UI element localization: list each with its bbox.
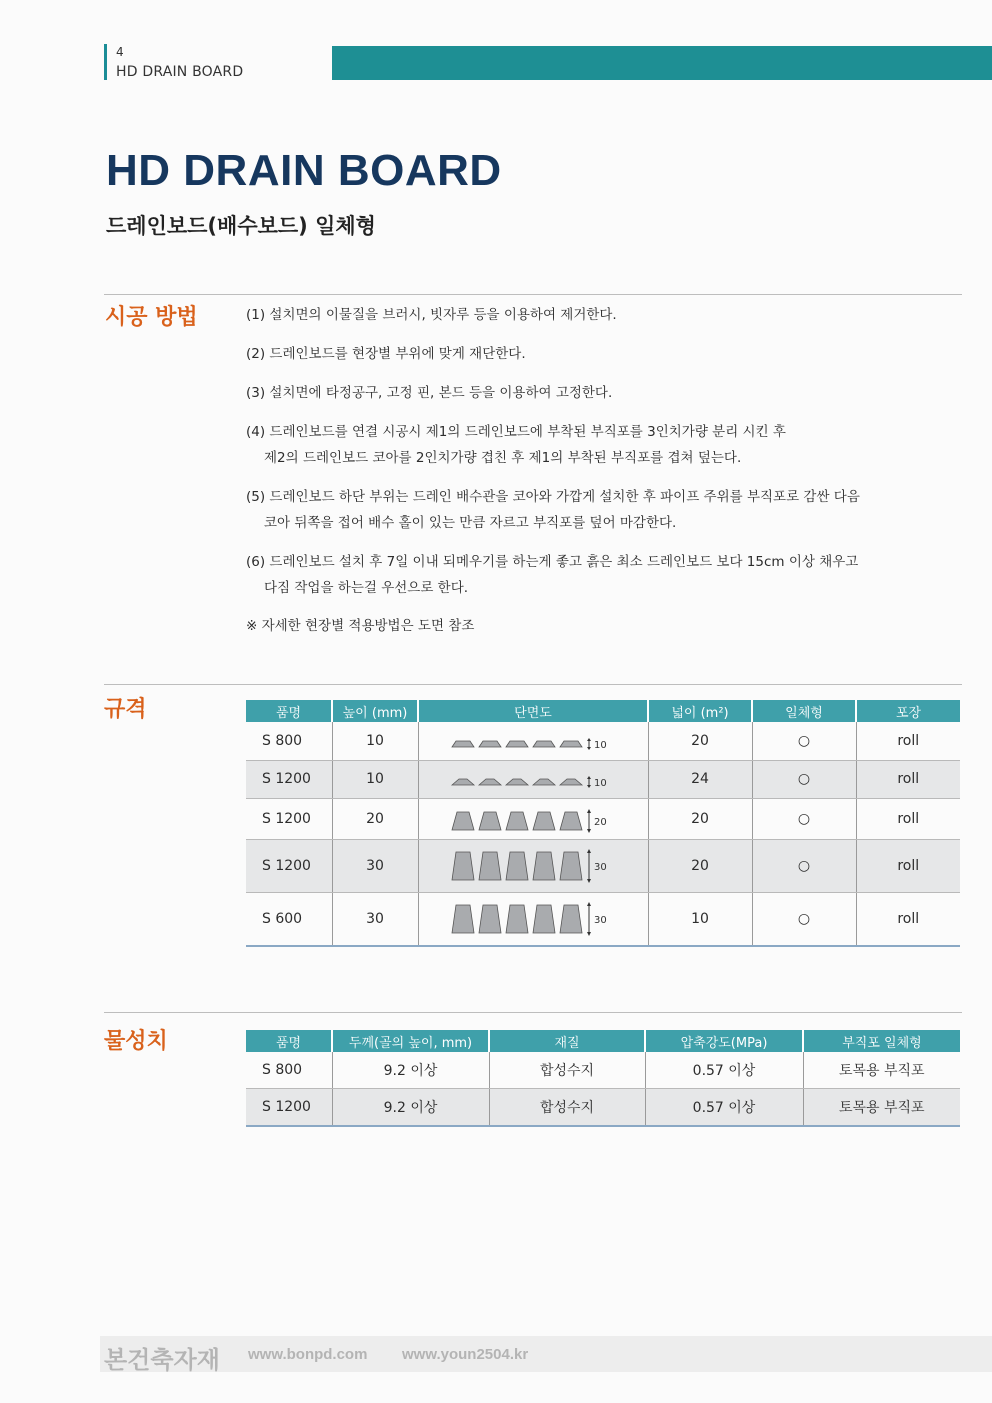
spec-integrated: ○ <box>752 798 856 839</box>
properties-table <box>246 1030 960 1127</box>
method-step-5 <box>246 484 906 536</box>
section-divider <box>104 684 962 685</box>
spec-height: 30 <box>332 839 418 892</box>
spec-pack: roll <box>856 892 960 946</box>
spec-heading: 규격 <box>104 697 147 722</box>
footer-website-link[interactable]: www.bonpd.com <box>248 1346 368 1363</box>
spec-col-header: 품명 <box>246 700 332 722</box>
table-row <box>246 892 960 946</box>
profile-diagram <box>448 899 618 939</box>
spec-integrated: ○ <box>752 760 856 798</box>
step-line: (4) 드레인보드를 연결 시공시 제1의 드레인보드에 부착된 부직포를 3인치가량 분리 시킨 후 <box>246 424 786 440</box>
profile-label: 20 <box>594 816 607 828</box>
footer-band <box>100 1336 992 1372</box>
header-accent-rule <box>104 44 107 80</box>
method-step-4 <box>246 419 906 471</box>
profile-label: 10 <box>594 778 607 789</box>
props-strength: 0.57 이상 <box>645 1052 803 1088</box>
spec-profile <box>418 839 648 892</box>
footer-brand: 본건축자재 <box>104 1346 220 1374</box>
step-line: (6) 드레인보드 설치 후 7일 이내 되메우기를 하는게 좋고 흙은 최소 드레인보드 보다 15cm 이상 채우고 <box>246 554 859 570</box>
props-thickness: 9.2 이상 <box>332 1052 489 1088</box>
props-material: 합성수지 <box>489 1052 645 1088</box>
spec-name: S 1200 <box>246 839 332 892</box>
props-material: 합성수지 <box>489 1088 645 1126</box>
spec-integrated: ○ <box>752 892 856 946</box>
profile-diagram <box>448 846 618 886</box>
profile-label: 30 <box>594 861 607 873</box>
method-steps <box>246 302 906 634</box>
props-header-row <box>246 1030 960 1052</box>
header-color-bar <box>332 46 992 80</box>
table-row <box>246 722 960 760</box>
step-line: (2) 드레인보드를 현장별 부위에 맞게 재단한다. <box>246 346 526 362</box>
spec-col-header: 포장 <box>856 700 960 722</box>
props-col-header: 재질 <box>489 1030 645 1052</box>
header-title: HD DRAIN BOARD <box>116 64 244 80</box>
section-divider <box>104 1012 962 1013</box>
page-subtitle: 드레인보드(배수보드) 일체형 <box>106 214 376 238</box>
props-fabric: 토목용 부직포 <box>803 1052 960 1088</box>
spec-pack: roll <box>856 722 960 760</box>
spec-area: 10 <box>648 892 752 946</box>
spec-name: S 800 <box>246 722 332 760</box>
spec-height: 10 <box>332 722 418 760</box>
spec-col-header: 일체형 <box>752 700 856 722</box>
page-title: HD DRAIN BOARD <box>106 146 502 195</box>
spec-table <box>246 700 960 947</box>
method-step-6 <box>246 549 906 601</box>
profile-diagram <box>448 802 618 836</box>
method-note: ※ 자세한 현장별 적용방법은 도면 참조 <box>246 618 475 634</box>
spec-area: 20 <box>648 798 752 839</box>
spec-profile <box>418 798 648 839</box>
step-line: (3) 설치면에 타정공구, 고정 핀, 본드 등을 이용하여 고정한다. <box>246 385 613 401</box>
method-heading: 시공 방법 <box>105 305 198 330</box>
footer-website-link[interactable]: www.youn2504.kr <box>402 1346 529 1363</box>
profile-label: 10 <box>594 739 607 751</box>
table-row <box>246 1088 960 1126</box>
spec-col-header: 넓이 (m²) <box>648 700 752 722</box>
spec-pack: roll <box>856 798 960 839</box>
spec-pack: roll <box>856 760 960 798</box>
spec-area: 24 <box>648 760 752 798</box>
spec-name: S 1200 <box>246 760 332 798</box>
spec-name: S 600 <box>246 892 332 946</box>
spec-profile <box>418 760 648 798</box>
props-col-header: 두께(골의 높이, mm) <box>332 1030 489 1052</box>
props-col-header: 압축강도(MPa) <box>645 1030 803 1052</box>
spec-area: 20 <box>648 722 752 760</box>
props-name: S 800 <box>246 1052 332 1088</box>
props-name: S 1200 <box>246 1088 332 1126</box>
props-col-header: 품명 <box>246 1030 332 1052</box>
profile-label: 30 <box>594 914 607 926</box>
step-line: (5) 드레인보드 하단 부위는 드레인 배수관을 코아와 가깝게 설치한 후 파이프 주위를 부직포로 감싼 다음 <box>246 489 860 505</box>
page-number: 4 <box>116 45 124 59</box>
spec-col-header: 높이 (mm) <box>332 700 418 722</box>
spec-integrated: ○ <box>752 722 856 760</box>
table-row <box>246 1052 960 1088</box>
table-row <box>246 760 960 798</box>
step-line-continued: 다짐 작업을 하는걸 우선으로 한다. <box>264 580 469 596</box>
profile-diagram <box>448 764 618 794</box>
profile-diagram <box>448 726 618 756</box>
spec-area: 20 <box>648 839 752 892</box>
method-step-1 <box>246 302 906 328</box>
spec-pack: roll <box>856 839 960 892</box>
table-row <box>246 798 960 839</box>
table-row <box>246 839 960 892</box>
spec-profile <box>418 722 648 760</box>
spec-height: 10 <box>332 760 418 798</box>
spec-col-header: 단면도 <box>418 700 648 722</box>
step-line: (1) 설치면의 이물질을 브러시, 빗자루 등을 이용하여 제거한다. <box>246 307 617 323</box>
step-line-continued: 제2의 드레인보드 코아를 2인치가량 겹친 후 제1의 부착된 부직포를 겹쳐 덮는다. <box>264 450 742 466</box>
props-thickness: 9.2 이상 <box>332 1088 489 1126</box>
step-line-continued: 코아 뒤쪽을 접어 배수 홀이 있는 만큼 자르고 부직포를 덮어 마감한다. <box>264 515 677 531</box>
section-divider <box>104 294 962 295</box>
method-step-3 <box>246 380 906 406</box>
spec-height: 20 <box>332 798 418 839</box>
props-fabric: 토목용 부직포 <box>803 1088 960 1126</box>
props-col-header: 부직포 일체형 <box>803 1030 960 1052</box>
spec-integrated: ○ <box>752 839 856 892</box>
spec-height: 30 <box>332 892 418 946</box>
spec-name: S 1200 <box>246 798 332 839</box>
props-heading: 물성치 <box>104 1029 168 1054</box>
method-step-2 <box>246 341 906 367</box>
spec-header-row <box>246 700 960 722</box>
props-strength: 0.57 이상 <box>645 1088 803 1126</box>
spec-profile <box>418 892 648 946</box>
